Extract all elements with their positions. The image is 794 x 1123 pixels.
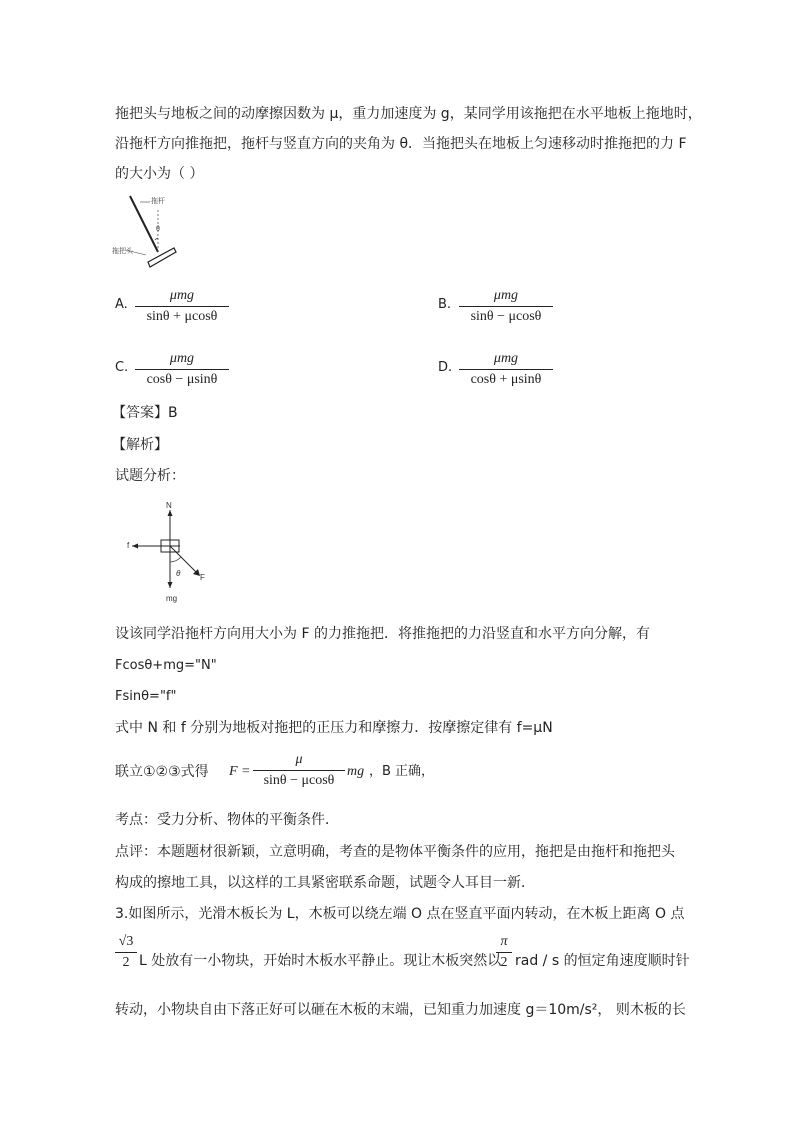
combine-rhs: mg bbox=[347, 764, 365, 779]
gravity-arrowhead bbox=[168, 582, 173, 588]
q3-frac2-denominator: 2 bbox=[500, 955, 508, 970]
equation-2: Fsinθ="f" bbox=[115, 689, 177, 704]
q3-line-2b: rad / s 的恒定角速度顺时针 bbox=[515, 953, 690, 969]
mop-angle-label: θ bbox=[156, 226, 160, 233]
question-line-1: 拖把头与地板之间的动摩擦因数为 μ，重力加速度为 g，某同学用该拖把在水平地板上拖地时， bbox=[115, 106, 702, 122]
option-c-letter: C. bbox=[115, 360, 129, 375]
force-label-theta: θ bbox=[176, 569, 181, 578]
option-a-fraction-bar bbox=[135, 306, 229, 307]
dianping-line-2: 构成的擦地工具，以这样的工具紧密联系命题，试题令人耳目一新． bbox=[115, 875, 535, 891]
combine-lhs: F = bbox=[229, 764, 251, 779]
option-b-fraction bbox=[459, 287, 553, 326]
option-b-numerator: μmg bbox=[493, 288, 519, 303]
question-line-2: 沿拖杆方向推拖把，拖杆与竖直方向的夹角为 θ．当拖把头在地板上匀速移动时推拖把的力 F bbox=[115, 136, 687, 152]
option-b-denominator: sinθ − μcosθ bbox=[470, 309, 542, 324]
mop-head-label: 拖把头 bbox=[112, 248, 133, 255]
force-diagram bbox=[120, 498, 220, 606]
option-d-fraction bbox=[459, 350, 553, 389]
mop-rod-label: 拖杆 bbox=[151, 198, 165, 205]
question-line-3: 的大小为（ ） bbox=[115, 166, 204, 182]
combine-numerator: μ bbox=[295, 752, 303, 767]
answer-value: B bbox=[168, 405, 178, 421]
option-b-fraction-bar bbox=[459, 306, 553, 307]
force-label-F: F bbox=[200, 573, 205, 582]
q3-fraction-pi-over-2 bbox=[496, 933, 512, 972]
q3-frac1-bar bbox=[115, 952, 137, 953]
option-a-fraction bbox=[135, 287, 229, 326]
option-b-letter: B. bbox=[438, 297, 452, 312]
q3-frac1-numerator: √3 bbox=[118, 934, 134, 949]
push-force-line bbox=[170, 546, 197, 573]
answer-label: 【答案】 bbox=[112, 405, 168, 421]
answer-row bbox=[112, 403, 178, 423]
friction-arrowhead bbox=[132, 544, 138, 549]
theta-arc bbox=[170, 557, 181, 562]
combine-fraction bbox=[253, 751, 345, 790]
q3-line-3: 转动，小物块自由下落正好可以砸在木板的末端，已知重力加速度 g＝10m/s²， 则木板的长 bbox=[115, 1002, 686, 1018]
force-label-N: N bbox=[166, 501, 172, 510]
angle-arc bbox=[155, 238, 158, 240]
option-a-numerator: μmg bbox=[169, 288, 195, 303]
force-label-f: f bbox=[127, 541, 130, 550]
option-c-fraction bbox=[135, 350, 229, 389]
dianping-line-1: 点评：本题题材很新颖，立意明确，考查的是物体平衡条件的应用，拖把是由拖杆和拖把头 bbox=[115, 844, 675, 860]
q3-fraction-sqrt3-over-2 bbox=[115, 933, 137, 972]
combine-fraction-bar bbox=[253, 770, 345, 771]
analysis-label: 【解析】 bbox=[112, 437, 168, 453]
q3-frac2-bar bbox=[496, 952, 512, 953]
option-a-letter: A. bbox=[115, 297, 128, 312]
mop-figure bbox=[112, 190, 182, 272]
option-c-numerator: μmg bbox=[169, 351, 195, 366]
q3-line-2a: L 处放有一小物块，开始时木板水平静止。现让木板突然以 bbox=[139, 953, 502, 969]
option-d-denominator: cosθ + μsinθ bbox=[470, 372, 542, 387]
kaodian: 考点：受力分析、物体的平衡条件． bbox=[115, 812, 339, 828]
option-d-fraction-bar bbox=[459, 369, 553, 370]
q3-frac2-numerator: π bbox=[500, 934, 508, 949]
analysis-intro: 试题分析： bbox=[115, 468, 185, 484]
option-d-numerator: μmg bbox=[493, 351, 519, 366]
option-c-fraction-bar bbox=[135, 369, 229, 370]
combine-prefix: 联立①②③式得 bbox=[115, 764, 209, 780]
mop-head-shape bbox=[148, 248, 176, 267]
normal-force-arrowhead bbox=[168, 510, 173, 516]
analysis-para-2: 式中 N 和 f 分别为地板对拖把的正压力和摩擦力．按摩擦定律有 f=μN bbox=[115, 720, 553, 736]
q3-frac1-denominator: 2 bbox=[122, 955, 130, 970]
force-label-mg: mg bbox=[166, 594, 178, 603]
equation-1: Fcosθ+mg="N" bbox=[115, 658, 217, 673]
option-a-denominator: sinθ + μcosθ bbox=[146, 309, 218, 324]
analysis-para-1: 设该同学沿拖杆方向用大小为 F 的力推拖把．将推拖把的力沿竖直和水平方向分解，有 bbox=[115, 626, 650, 642]
q3-line-1: 3.如图所示，光滑木板长为 L，木板可以绕左端 O 点在竖直平面内转动，在木板上距离 O 点 bbox=[115, 906, 685, 922]
combine-suffix: ，B 正确， bbox=[369, 764, 435, 779]
option-c-denominator: cosθ − μsinθ bbox=[146, 372, 218, 387]
combine-denominator: sinθ − μcosθ bbox=[263, 773, 335, 788]
option-d-letter: D. bbox=[438, 360, 453, 375]
